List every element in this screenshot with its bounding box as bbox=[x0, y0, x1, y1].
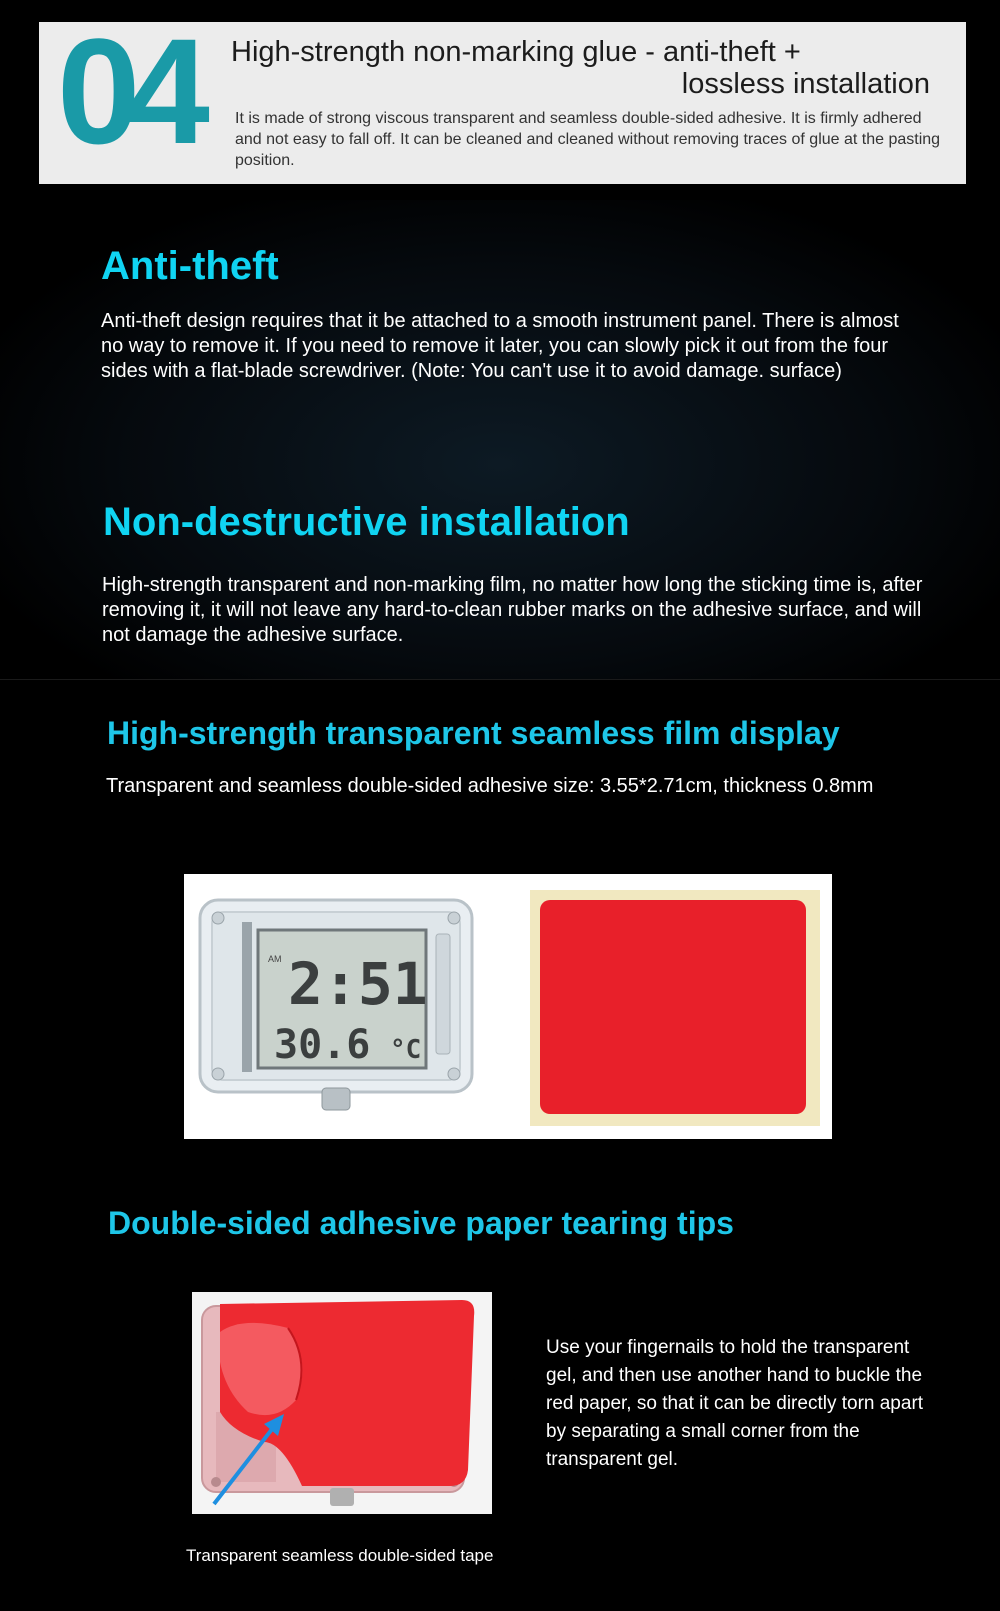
non-destructive-body: High-strength transparent and non-marking film, no matter how long the sticking time is, after removing it, it will not leave any hard-to-clean rubber marks on the adhesive surface, and will not damage the adhesive surface. bbox=[102, 574, 923, 646]
film-display-heading: High-strength transparent seamless film display bbox=[107, 715, 840, 751]
section-banner bbox=[39, 7, 966, 184]
section-number: 04 bbox=[57, 7, 196, 175]
tearing-illustration bbox=[192, 1292, 492, 1514]
tearing-tips-body: Use your fingernails to hold the transparent gel, and then use another hand to buckle the red paper, so that it can be directly torn apart by separating a small corner from the transparent gel. bbox=[546, 1337, 924, 1470]
clock-and-adhesive-illustration bbox=[184, 874, 832, 1139]
tearing-caption: Transparent seamless double-sided tape bbox=[186, 1546, 494, 1565]
banner-title-line1: High-strength non-marking glue - anti-theft + bbox=[231, 36, 801, 68]
tearing-tips-heading: Double-sided adhesive paper tearing tips bbox=[108, 1205, 734, 1241]
lcd-temp: 30.6 bbox=[274, 1022, 371, 1068]
section-divider bbox=[0, 679, 1000, 680]
product-photo bbox=[184, 874, 832, 1139]
lcd-unit: °C bbox=[390, 1035, 422, 1065]
film-display-body: Transparent and seamless double-sided adhesive size: 3.55*2.71cm, thickness 0.8mm bbox=[106, 775, 874, 797]
anti-theft-body: Anti-theft design requires that it be attached to a smooth instrument panel. There is almost no way to remove it. If you need to remove it later, you can slowly pick it out from the four sides with a flat-blade screwdriver. (Note: You can't use it to avoid damage. surface) bbox=[101, 310, 899, 382]
tearing-photo bbox=[192, 1292, 492, 1514]
banner-description: It is made of strong viscous transparent and seamless double-sided adhesive. It is firmly adhered and not easy to fall off. It can be cleaned and cleaned without removing traces of glue at the pasting position. bbox=[235, 110, 941, 169]
lcd-am: AM bbox=[268, 954, 282, 964]
banner-title-line2: lossless installation bbox=[681, 68, 930, 100]
anti-theft-heading: Anti-theft bbox=[101, 244, 279, 288]
lcd-time: 2:51 bbox=[288, 950, 428, 1018]
non-destructive-heading: Non-destructive installation bbox=[103, 500, 630, 544]
